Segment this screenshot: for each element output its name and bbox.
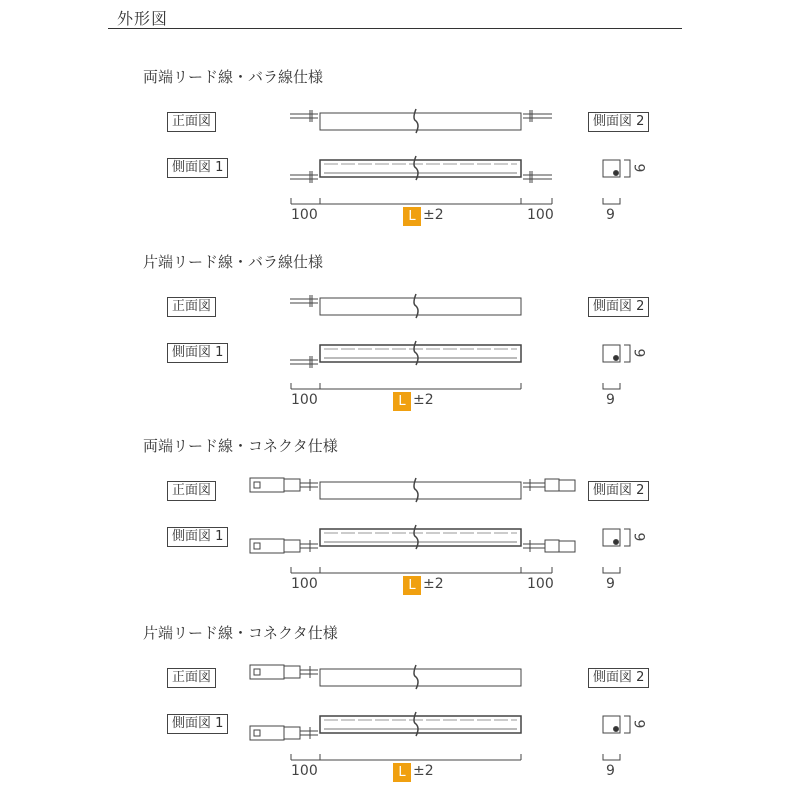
dim-left: 100 [291,392,318,408]
dim-tolerance: ±2 [423,207,444,223]
section-3 [0,435,796,620]
section-2 [0,251,796,436]
dim-L-badge: L [403,576,421,595]
dim-side-height: 9 [630,163,647,173]
label-side-view-1: 側面図 1 [167,343,228,363]
label-side-view-2: 側面図 2 [588,112,649,132]
dim-tolerance: ±2 [413,392,434,408]
outline-drawing [0,66,796,251]
dim-L-badge: L [393,763,411,782]
label-side-view-2: 側面図 2 [588,297,649,317]
label-side-view-1: 側面図 1 [167,714,228,734]
label-side-view-2: 側面図 2 [588,668,649,688]
dim-side-height: 9 [630,348,647,358]
label-front-view: 正面図 [167,297,216,317]
dim-side-width: 9 [606,763,615,779]
dim-side-width: 9 [606,207,615,223]
dim-side-width: 9 [606,576,615,592]
section-title: 両端リード線・バラ線仕様 [143,68,324,86]
dim-left: 100 [291,576,318,592]
dim-right: 100 [527,207,554,223]
dim-left: 100 [291,763,318,779]
dim-side-height: 9 [630,532,647,542]
dim-side-height: 9 [630,719,647,729]
section-title: 両端リード線・コネクタ仕様 [143,437,338,455]
dim-left: 100 [291,207,318,223]
dim-L-badge: L [403,207,421,226]
section-1 [0,66,796,251]
page-title: 外形図 [117,9,169,28]
label-front-view: 正面図 [167,112,216,132]
label-side-view-1: 側面図 1 [167,527,228,547]
section-4 [0,622,796,807]
dim-right: 100 [527,576,554,592]
label-front-view: 正面図 [167,481,216,501]
section-title: 片端リード線・バラ線仕様 [143,253,324,271]
dim-side-width: 9 [606,392,615,408]
section-title: 片端リード線・コネクタ仕様 [143,624,338,642]
dim-tolerance: ±2 [413,763,434,779]
label-side-view-1: 側面図 1 [167,158,228,178]
label-side-view-2: 側面図 2 [588,481,649,501]
title-rule [108,28,682,29]
dim-tolerance: ±2 [423,576,444,592]
dim-L-badge: L [393,392,411,411]
outline-drawing [0,435,796,620]
label-front-view: 正面図 [167,668,216,688]
